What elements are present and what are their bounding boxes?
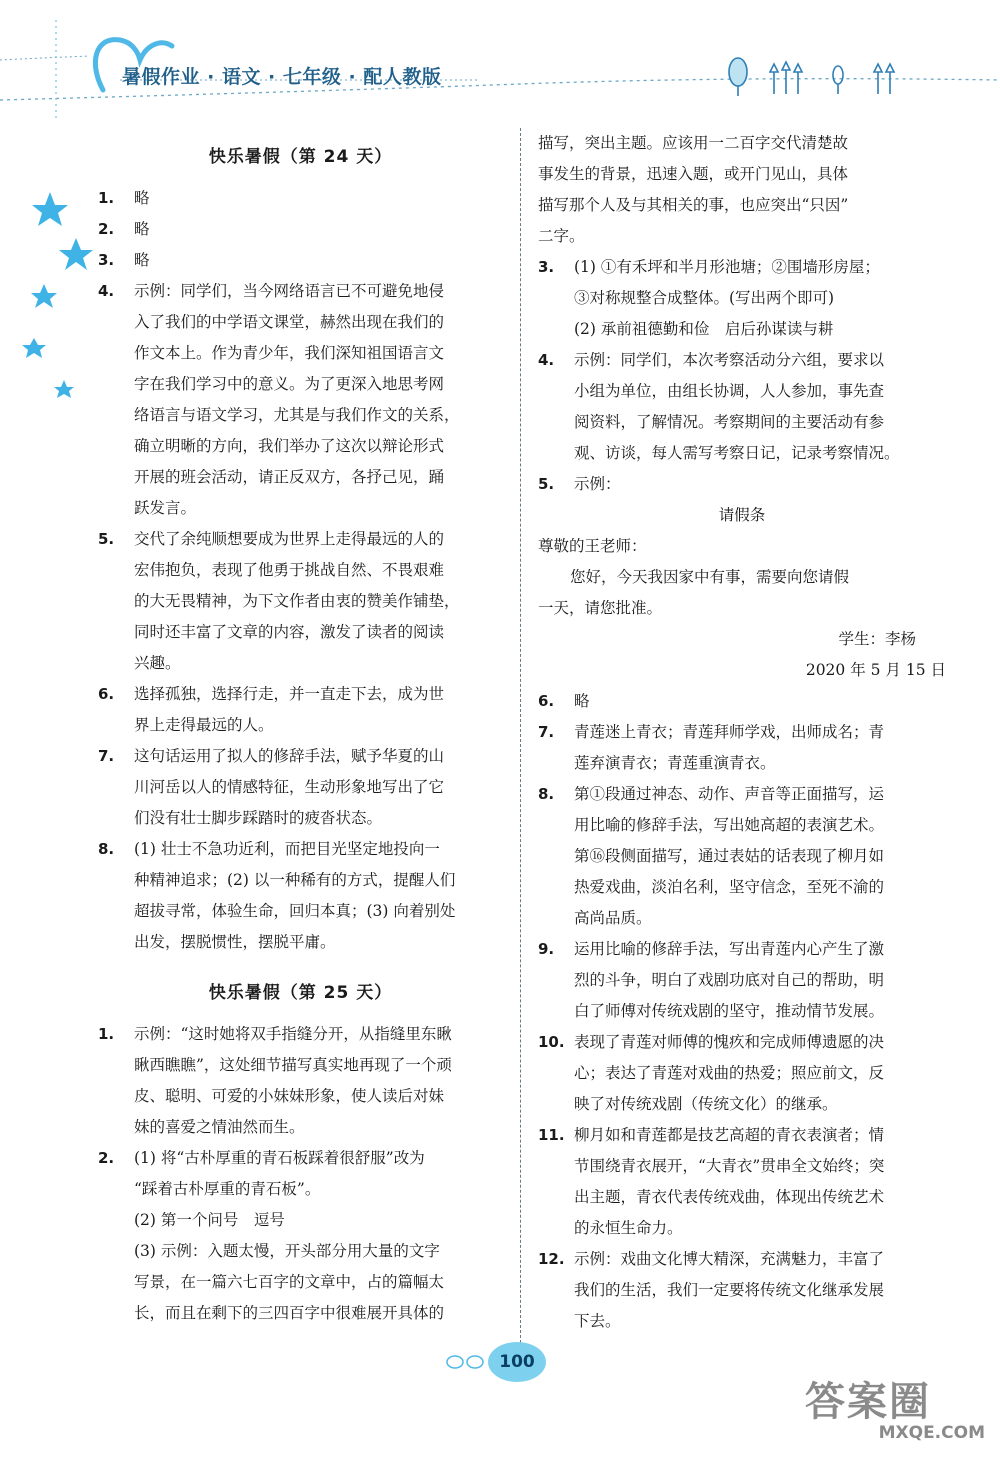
answer-line: 种精神追求；(2) 以一种稀有的方式，提醒人们 xyxy=(134,871,456,889)
answer-line: 略 xyxy=(134,251,150,269)
answer-number: 12. xyxy=(538,1250,565,1268)
answer-number: 5. xyxy=(538,475,555,493)
answer-line: 妹的喜爱之情油然而生。 xyxy=(134,1118,305,1136)
answer-line: 开展的班会活动，请正反双方，各抒己见，踊 xyxy=(134,468,445,486)
answer-item xyxy=(538,1120,946,1244)
answer-line: 示例：戏曲文化博大精深，充满魅力，丰富了 xyxy=(574,1250,885,1268)
letter-signature: 学生：李杨 xyxy=(838,630,916,648)
left-column xyxy=(98,120,503,1329)
answer-line: 烈的斗争，明白了戏剧功底对自己的帮助，明 xyxy=(574,971,885,989)
answer-line: 映了对传统戏剧（传统文化）的继承。 xyxy=(574,1095,838,1113)
answer-line: 略 xyxy=(574,692,590,710)
star-icon xyxy=(31,284,57,308)
answer-line: 瞅西瞧瞧”，这处细节描写真实地再现了一个顽 xyxy=(134,1056,452,1074)
star-icon xyxy=(22,338,46,358)
answer-line: (1) ①有禾坪和半月形池塘；②围墙形房屋； xyxy=(574,258,880,276)
answer-line: 们没有壮士脚步踩踏时的疲沓状态。 xyxy=(134,809,383,827)
header-decoration xyxy=(0,0,1000,120)
answer-line: 观、访谈，每人需写考察日记，记录考察情况。 xyxy=(574,444,900,462)
answer-item xyxy=(98,183,503,214)
answer-line: ③对称规整合成整体。(写出两个即可) xyxy=(574,289,835,307)
column-divider xyxy=(520,128,521,1348)
answer-line: 皮、聪明、可爱的小妹妹形象，使人读后对妹 xyxy=(134,1087,445,1105)
answer-line: 运用比喻的修辞手法，写出青莲内心产生了激 xyxy=(574,940,885,958)
watermark-url: MXQE.COM xyxy=(878,1423,985,1443)
answer-line: 柳月如和青莲都是技艺高超的青衣表演者；情 xyxy=(574,1126,885,1144)
answer-item xyxy=(538,345,946,469)
answer-line: 交代了余纯顺想要成为世界上走得最远的人的 xyxy=(134,530,445,548)
dots-decoration xyxy=(445,1350,489,1374)
answer-line: 超拔寻常，体验生命，回归本真；(3) 向着别处 xyxy=(134,902,456,920)
answer-line: 跃发言。 xyxy=(134,499,197,517)
right-column xyxy=(538,128,946,1337)
answer-item xyxy=(98,741,503,834)
answer-line: 略 xyxy=(134,189,150,207)
answer-number: 4. xyxy=(538,351,555,369)
answer-line: 白了师傅对传统戏剧的坚守，推动情节发展。 xyxy=(574,1002,885,1020)
answer-line: 入了我们的中学语文课堂，赫然出现在我们的 xyxy=(134,313,445,331)
answer-item xyxy=(538,934,946,1027)
answer-line: 事发生的背景，迅速入题，或开门见山，具体 xyxy=(538,165,849,183)
answer-line: (1) 将“古朴厚重的青石板踩着很舒服”改为 xyxy=(134,1149,425,1167)
answer-item xyxy=(98,679,503,741)
page-header xyxy=(0,0,1000,120)
answer-line: 字在我们学习中的意义。为了更深入地思考网 xyxy=(134,375,445,393)
answer-item xyxy=(538,686,946,717)
header-title: 暑假作业 · 语文 · 七年级 · 配人教版 xyxy=(122,66,442,88)
page-number: 100 xyxy=(488,1342,546,1382)
answer-number: 3. xyxy=(538,258,555,276)
answer-item xyxy=(538,717,946,779)
answer-line: 略 xyxy=(134,220,150,238)
answer-line: 络语言与语文学习，尤其是与我们作文的关系， xyxy=(134,406,460,424)
answer-list-day24 xyxy=(98,183,503,958)
answer-line: 川河岳以人的情感特征，生动形象地写出了它 xyxy=(134,778,445,796)
answer-line: 高尚品质。 xyxy=(574,909,652,927)
answer-line: 我们的生活，我们一定要将传统文化继承发展 xyxy=(574,1281,885,1299)
answer-item xyxy=(98,1019,503,1143)
tree-icon xyxy=(729,58,894,96)
answer-line: 示例：同学们，当今网络语言已不可避免地侵 xyxy=(134,282,445,300)
answer-line: 选择孤独，选择行走，并一直走下去，成为世 xyxy=(134,685,445,703)
answer-line: 作文本上。作为青少年，我们深知祖国语言文 xyxy=(134,344,445,362)
letter-body-line: 一天，请您批准。 xyxy=(538,599,663,617)
answer-item xyxy=(538,1244,946,1337)
answer-item xyxy=(98,276,503,524)
answer-list-b xyxy=(538,686,946,1337)
answer-line: 用比喻的修辞手法，写出她高超的表演艺术。 xyxy=(574,816,885,834)
answer-line: 同时还丰富了文章的内容，激发了读者的阅读 xyxy=(134,623,445,641)
star-icon xyxy=(54,380,74,398)
star-decoration xyxy=(0,0,100,420)
answer-item xyxy=(538,1027,946,1120)
answer-item xyxy=(98,1143,503,1329)
answer-line: 阅资料，了解情况。考察期间的主要活动有参 xyxy=(574,413,885,431)
answer-line: 节围绕青衣展开，“大青衣”贯串全文始终；突 xyxy=(574,1157,885,1175)
answer-number: 11. xyxy=(538,1126,565,1144)
answer-line: “踩着古朴厚重的青石板”。 xyxy=(134,1180,321,1198)
star-icon xyxy=(59,238,93,270)
answer-item xyxy=(538,469,946,500)
answer-item xyxy=(98,245,503,276)
answer-line: 描写那个人及与其相关的事，也应突出“只因” xyxy=(538,196,849,214)
answer-line: 出主题，青衣代表传统戏曲，体现出传统艺术 xyxy=(574,1188,885,1206)
answer-item xyxy=(98,214,503,245)
answer-number: 7. xyxy=(538,723,555,741)
answer-line: 长，而且在剩下的三四百字中很难展开具体的 xyxy=(134,1304,445,1322)
answer-list-day25 xyxy=(98,1019,503,1329)
answer-line: 兴趣。 xyxy=(134,654,181,672)
answer-line: 这句话运用了拟人的修辞手法，赋予华夏的山 xyxy=(134,747,445,765)
answer-number: 5. xyxy=(98,530,115,548)
section-title-day24: 快乐暑假（第 24 天） xyxy=(208,147,393,167)
letter-title: 请假条 xyxy=(718,506,766,524)
answer-item xyxy=(538,252,946,345)
answer-line: (3) 示例：入题太慢，开头部分用大量的文字 xyxy=(134,1242,440,1260)
letter-date: 2020 年 5 月 15 日 xyxy=(805,661,946,679)
answer-number: 6. xyxy=(98,685,115,703)
answer-number: 2. xyxy=(98,220,115,238)
answer-line: 第①段通过神态、动作、声音等正面描写，运 xyxy=(574,785,885,803)
watermark-logo: 答案圈 xyxy=(805,1379,931,1425)
answer-number: 6. xyxy=(538,692,555,710)
answer-line: 第⑯段侧面描写，通过表姑的话表现了柳月如 xyxy=(574,847,885,865)
answer-item xyxy=(98,524,503,679)
answer-line: 示例：同学们，本次考察活动分六组，要求以 xyxy=(574,351,885,369)
answer-line: 的大无畏精神，为下文作者由衷的赞美作铺垫， xyxy=(134,592,460,610)
answer-line: 宏伟抱负，表现了他勇于挑战自然、不畏艰难 xyxy=(134,561,445,579)
star-icon xyxy=(32,192,68,226)
answer-line: 示例：“这时她将双手指缝分开，从指缝里东瞅 xyxy=(134,1025,452,1043)
answer-number: 9. xyxy=(538,940,555,958)
answer-line: 心；表达了青莲对戏曲的热爱；照应前文，反 xyxy=(574,1064,885,1082)
answer-line: 表现了青莲对师傅的愧疚和完成师傅遗愿的决 xyxy=(574,1033,885,1051)
answer-line: (1) 壮士不急功近利，而把目光坚定地投向一 xyxy=(134,840,440,858)
leave-letter xyxy=(538,500,946,686)
answer-line: (2) 第一个问号 逗号 xyxy=(134,1211,285,1229)
answer-line: 小组为单位，由组长协调，人人参加，事先查 xyxy=(574,382,885,400)
continued-answer xyxy=(538,128,946,252)
answer-line: 写景，在一篇六七百字的文章中，占的篇幅太 xyxy=(134,1273,445,1291)
letter-salutation: 尊敬的王老师： xyxy=(538,537,647,555)
answer-number: 7. xyxy=(98,747,115,765)
answer-line: 热爱戏曲，淡泊名利，坚守信念，至死不渝的 xyxy=(574,878,885,896)
answer-number: 4. xyxy=(98,282,115,300)
answer-number: 2. xyxy=(98,1149,115,1167)
answer-line: 示例： xyxy=(574,475,621,493)
answer-line: 莲弃演青衣；青莲重演青衣。 xyxy=(574,754,776,772)
answer-number: 1. xyxy=(98,1025,115,1043)
answer-line: 确立明晰的方向，我们举办了这次以辩论形式 xyxy=(134,437,445,455)
answer-item xyxy=(98,834,503,958)
answer-line: 界上走得最远的人。 xyxy=(134,716,274,734)
answer-line: 描写，突出主题。应该用一二百字交代清楚故 xyxy=(538,134,849,152)
answer-number: 8. xyxy=(98,840,115,858)
watermark xyxy=(805,1370,985,1445)
answer-item xyxy=(538,779,946,934)
answer-list-a xyxy=(538,252,946,500)
answer-line: 青莲迷上青衣；青莲拜师学戏，出师成名；青 xyxy=(574,723,885,741)
letter-body-line: 您好，今天我因家中有事，需要向您请假 xyxy=(570,568,850,586)
answer-number: 1. xyxy=(98,189,115,207)
answer-number: 8. xyxy=(538,785,555,803)
section-title-day25: 快乐暑假（第 25 天） xyxy=(208,983,393,1003)
answer-line: 二字。 xyxy=(538,227,585,245)
answer-line: 下去。 xyxy=(574,1312,621,1330)
answer-line: (2) 承前祖德勤和俭 启后孙谋读与耕 xyxy=(574,320,834,338)
answer-line: 出发，摆脱惯性，摆脱平庸。 xyxy=(134,933,336,951)
answer-line: 的永恒生命力。 xyxy=(574,1219,683,1237)
answer-number: 3. xyxy=(98,251,115,269)
answer-number: 10. xyxy=(538,1033,565,1051)
